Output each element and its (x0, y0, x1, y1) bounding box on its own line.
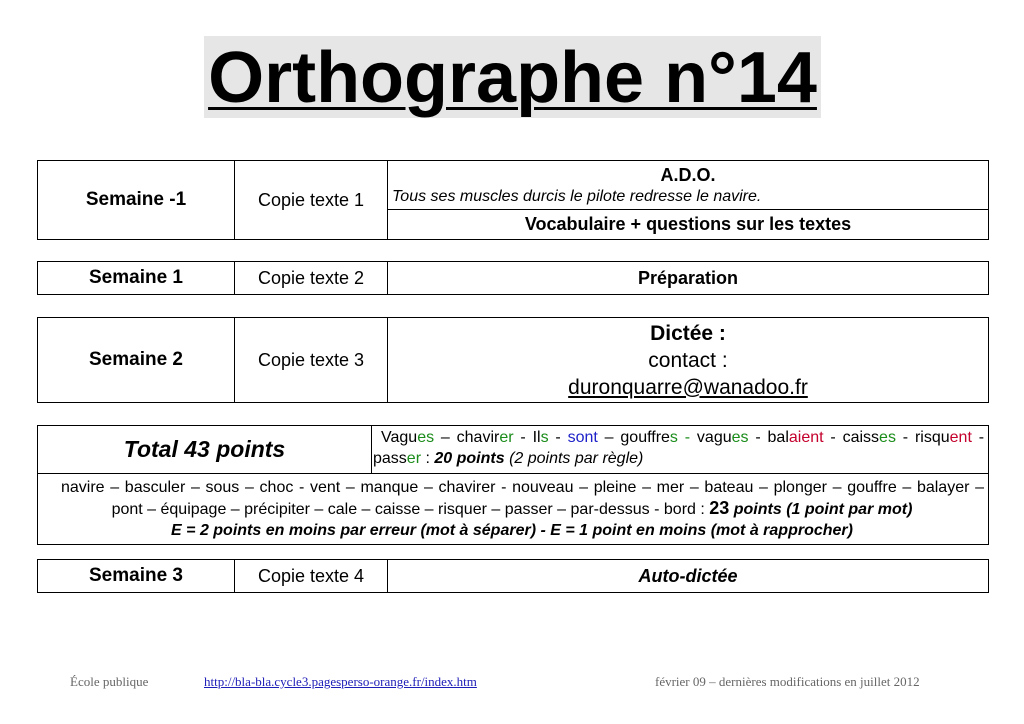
total-table (37, 425, 989, 545)
task-label: Auto-dictée (388, 560, 989, 593)
page-title: Orthographe n°14 (208, 38, 817, 118)
week-minus1-table (37, 160, 989, 240)
word-segment: es (879, 429, 896, 446)
copie-label: Copie texte 3 (235, 318, 388, 403)
word-segment: - risqu (895, 429, 950, 446)
vocab-list-block: navire – basculer – sous – choc - vent – manque – chavirer - nouveau – pleine – mer – bateau – plonger – gouffre – balayer – pont – équipage – précipiter – cale – caisse – risquer – passer – par-dessus - bord : 23 points (1 point par mot) (61, 479, 984, 518)
vocab-list-cell (38, 474, 989, 545)
email-link[interactable]: duronquarre@wanadoo.fr (568, 375, 808, 399)
copie-label: Copie texte 2 (235, 262, 388, 295)
graded-words-cell (372, 426, 989, 474)
contact-label: contact : (648, 348, 728, 372)
word-segment: es (731, 429, 749, 446)
word-segment: - bal (748, 429, 789, 446)
ado-sentence: Tous ses muscles durcis le pilote redresse le navire. (392, 188, 762, 205)
semaine-label: Semaine 2 (38, 318, 235, 403)
footer-date: février 09 – dernières modifications en juillet 2012 (655, 674, 920, 689)
semaine-label: Semaine 1 (38, 262, 235, 295)
week2-table (37, 317, 989, 403)
dictee-label: Dictée : (650, 321, 726, 345)
word-segment: : (421, 450, 435, 467)
word-segment: - pass (373, 429, 985, 467)
semaine-label: Semaine -1 (38, 161, 235, 240)
word-segment: s (540, 429, 549, 446)
footer-url-wrap (204, 674, 477, 690)
footer-url-link[interactable]: http://bla-bla.cycle3.pagesperso-orange.fr/index.htm (204, 674, 477, 689)
word-segment: - Il (513, 429, 541, 446)
word-segment: sont (567, 429, 598, 446)
graded-words (373, 427, 984, 469)
word-segment: - (677, 429, 697, 446)
word-segment: vagu (696, 429, 732, 446)
word-segment: – gouffre (597, 429, 670, 446)
week3-table (37, 559, 989, 593)
vocab-count: 23 (709, 498, 730, 518)
footer-school: École publique (70, 674, 149, 689)
word-segment: s (669, 429, 678, 446)
word-segment: – chavir (434, 429, 500, 446)
task-label: Préparation (388, 262, 989, 295)
rule-line: E = 2 points en moins par erreur (mot à séparer) - E = 1 point en moins (mot à rapprocher) (171, 522, 853, 539)
word-segment: er (499, 429, 514, 446)
total-label: Total 43 points (38, 426, 372, 474)
word-segment: - (548, 429, 568, 446)
word-segment: Vagu (381, 429, 418, 446)
ado-cell (388, 161, 989, 210)
vocab-list: navire – basculer – sous – choc - vent – manque – chavirer - nouveau – pleine – mer – bateau – plonger – gouffre – balayer – pont – équipage – précipiter – cale – caisse – risquer – passer – par-dessus - bord (61, 479, 984, 518)
word-segment: - caiss (823, 429, 880, 446)
dictee-cell (388, 318, 989, 403)
word-segment: aient (788, 429, 824, 446)
word-segment: er (406, 450, 422, 467)
week1-table (37, 261, 989, 295)
ado-title: A.D.O. (660, 165, 716, 185)
points-bold: 20 points (434, 450, 505, 467)
points-rule: (2 points par règle) (509, 450, 644, 467)
vocab-points: points (1 point par mot) (733, 501, 913, 518)
word-segment: ent (949, 429, 972, 446)
semaine-label: Semaine 3 (38, 560, 235, 593)
copie-label: Copie texte 4 (235, 560, 388, 593)
word-segment: es (417, 429, 435, 446)
vocab-label: Vocabulaire + questions sur les textes (388, 210, 989, 240)
copie-label: Copie texte 1 (235, 161, 388, 240)
title-block (204, 36, 821, 118)
